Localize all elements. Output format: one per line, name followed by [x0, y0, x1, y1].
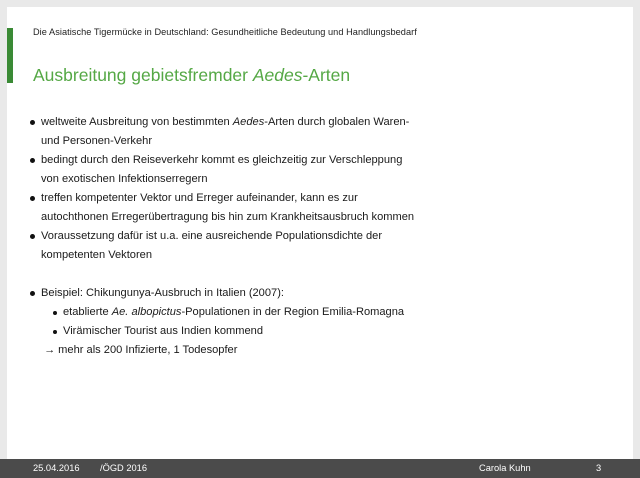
content — [27, 113, 627, 360]
bullet-2 — [27, 151, 627, 189]
bullet-4-line1: Voraussetzung dafür ist u.a. eine ausreichende Populationsdichte der — [41, 230, 383, 242]
bullet-dot-icon — [30, 158, 35, 163]
title-prefix: Ausbreitung gebietsfremder — [33, 65, 253, 85]
bullet-example — [27, 284, 627, 303]
header-subtitle: Die Asiatische Tigermücke in Deutschland: Gesundheitliche Bedeutung und Handlungsbedarf — [33, 27, 417, 37]
bullet-3-line2: autochthonen Erregerübertragung bis hin zum Krankheitsausbruch kommen — [41, 211, 415, 223]
title-italic: Aedes — [252, 65, 303, 85]
bullet-1 — [27, 113, 627, 151]
sub-bullet-1-post: -Populationen in der Region Emilia-Romagna — [181, 306, 405, 318]
bullet-dot-icon — [30, 234, 35, 239]
bullet-4 — [27, 227, 627, 265]
bullet-1-italic: Aedes — [232, 116, 265, 128]
bullet-2-line2: von exotischen Infektionserregern — [41, 173, 208, 185]
slide-title — [33, 65, 350, 86]
bullet-1-line2: und Personen-Verkehr — [41, 135, 153, 147]
sub-bullet-2 — [27, 322, 627, 341]
bullet-3-line1: treffen kompetenter Vektor und Erreger aufeinander, kann es zur — [41, 192, 358, 204]
bullet-3 — [27, 189, 627, 227]
footer-event: /ÖGD 2016 — [100, 463, 148, 473]
bullet-1-text-pre: weltweite Ausbreitung von bestimmten — [41, 116, 233, 128]
bullet-2-line1: bedingt durch den Reiseverkehr kommt es gleichzeitig zur Verschleppung — [41, 154, 403, 166]
sub-bullet-dot-icon — [53, 311, 57, 315]
bullet-4-line2: kompetenten Vektoren — [41, 249, 153, 261]
sub-bullet-dot-icon — [53, 330, 57, 334]
slide — [7, 7, 633, 471]
bullet-dot-icon — [30, 120, 35, 125]
sub-bullet-1 — [27, 303, 627, 322]
bullet-dot-icon — [30, 196, 35, 201]
footer-bar — [0, 459, 640, 478]
footer-date: 25.04.2016 — [33, 463, 80, 473]
bullet-1-line1 — [41, 113, 627, 132]
accent-bar — [7, 28, 13, 83]
arrow-result: → mehr als 200 Infizierte, 1 Todesopfer — [44, 344, 238, 356]
example-heading: Beispiel: Chikungunya-Ausbruch in Italien (2007): — [41, 287, 284, 299]
sub-bullet-1-pre: etablierte — [63, 306, 112, 318]
spacer — [27, 265, 627, 284]
sub-bullet-2-text: Virämischer Tourist aus Indien kommend — [63, 325, 263, 337]
sub-bullet-1-italic: Ae. albopictus — [111, 306, 182, 318]
footer-page-number: 3 — [596, 463, 602, 473]
bullet-1-text-post: -Arten durch globalen Waren- — [264, 116, 410, 128]
bullet-dot-icon — [30, 291, 35, 296]
title-suffix: -Arten — [302, 65, 351, 85]
footer-author: Carola Kuhn — [479, 463, 531, 473]
